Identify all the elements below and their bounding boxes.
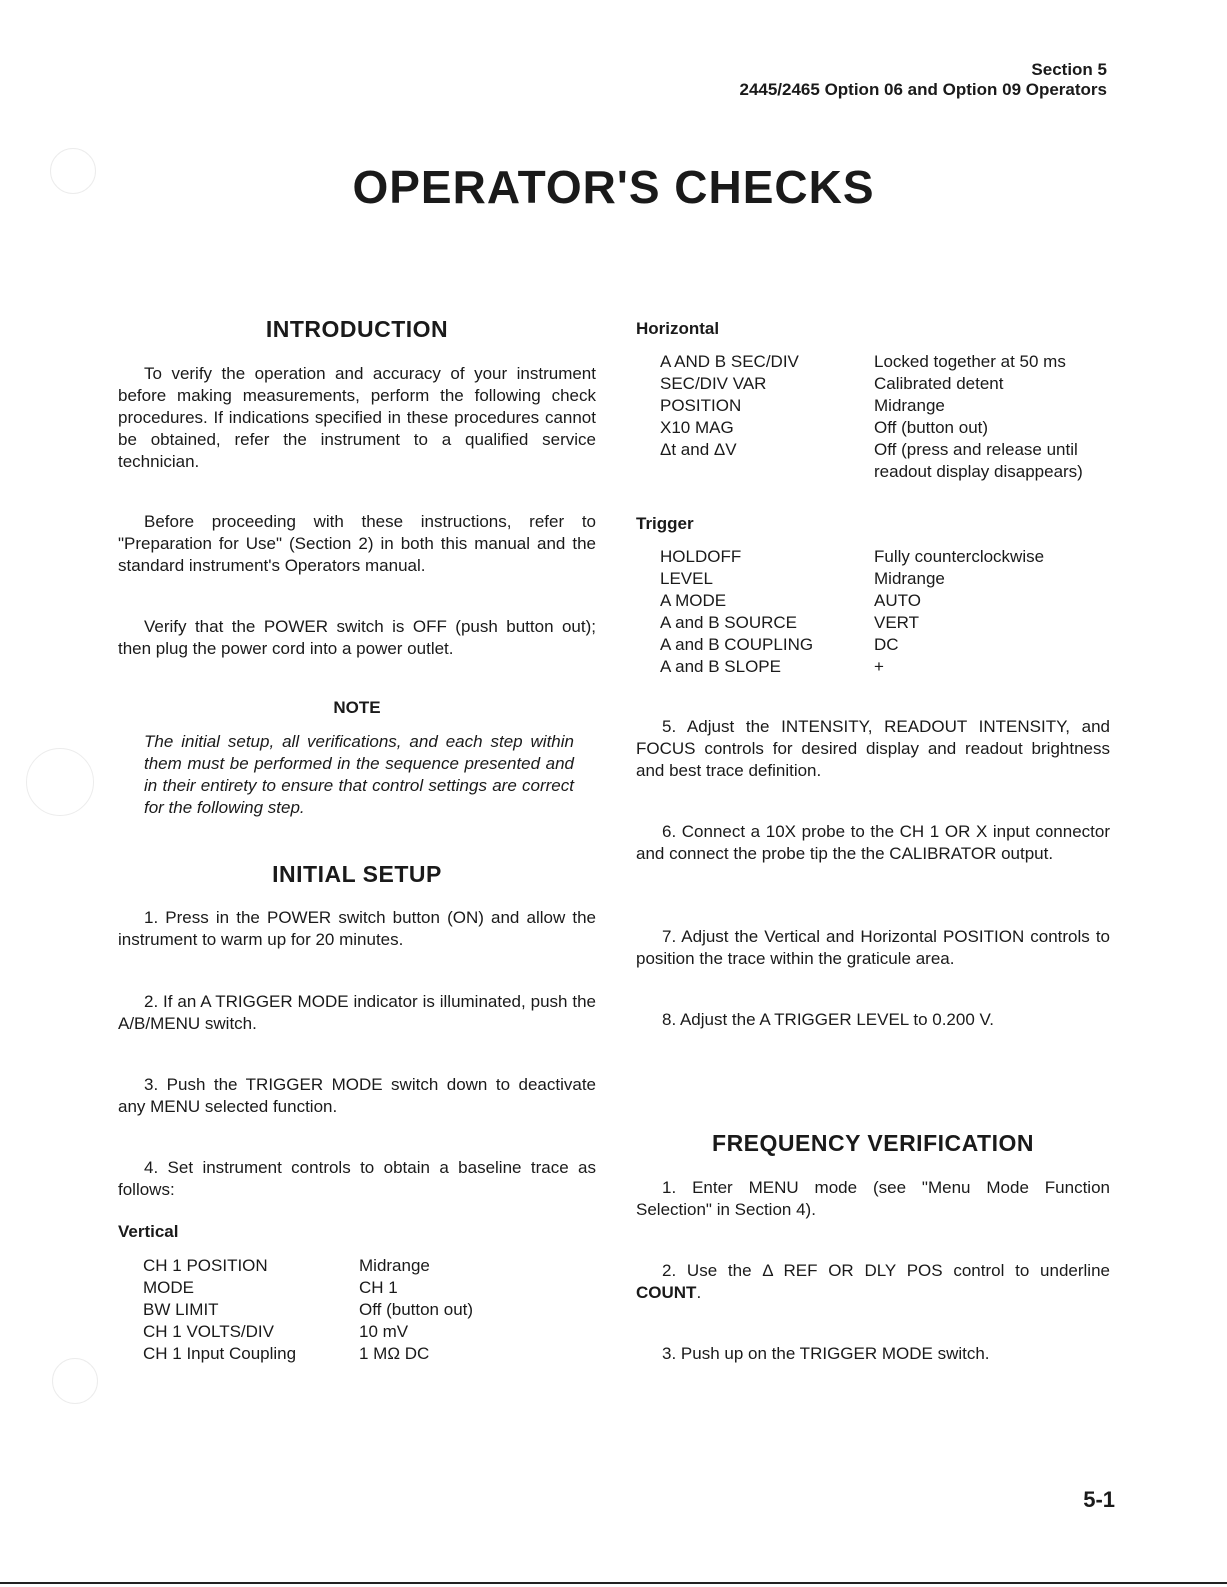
- control-setting: Midrange: [359, 1256, 430, 1275]
- setup-step-8: 8. Adjust the A TRIGGER LEVEL to 0.200 V.: [662, 1010, 995, 1029]
- page-number: 5-1: [1083, 1487, 1115, 1512]
- table-row: [660, 612, 1110, 634]
- freq-step-2: 2. Use the Δ REF OR DLY POS control to underline COUNT.: [636, 1261, 1110, 1302]
- punch-hole-bottom: [52, 1358, 98, 1404]
- intro-paragraph-3: Verify that the POWER switch is OFF (push button out); then plug the power cord into a power outlet.: [118, 617, 596, 658]
- note-heading: NOTE: [333, 698, 381, 717]
- trigger-settings-table: [660, 546, 1110, 678]
- control-name: MODE: [143, 1278, 194, 1297]
- freq-step-3: 3. Push up on the TRIGGER MODE switch.: [662, 1344, 990, 1363]
- control-setting: Midrange: [874, 569, 945, 588]
- vertical-heading: Vertical: [118, 1222, 179, 1241]
- table-row: [143, 1299, 583, 1321]
- control-setting: VERT: [874, 613, 920, 632]
- manual-subtitle: 2445/2465 Option 06 and Option 09 Operators: [739, 80, 1107, 99]
- control-setting: Off (press and release until readout display disappears): [874, 440, 1083, 481]
- intro-paragraph-1: To verify the operation and accuracy of your instrument before making measurements, perform the following check procedures. If indications specified in these procedures cannot be obtained, refer the instrument to a qualified service technician.: [118, 364, 596, 471]
- trigger-heading: Trigger: [636, 514, 694, 533]
- horizontal-heading: Horizontal: [636, 319, 720, 338]
- frequency-verification-heading: FREQUENCY VERIFICATION: [712, 1130, 1034, 1156]
- control-name: Δt and ΔV: [660, 440, 737, 459]
- control-name: X10 MAG: [660, 418, 734, 437]
- control-setting: 10 mV: [359, 1322, 409, 1341]
- section-label: Section 5: [1031, 60, 1107, 79]
- control-name: CH 1 POSITION: [143, 1256, 268, 1275]
- control-setting: Midrange: [874, 396, 945, 415]
- page-title: OPERATOR'S CHECKS: [352, 161, 875, 213]
- control-setting: +: [874, 657, 884, 676]
- control-name: BW LIMIT: [143, 1300, 219, 1319]
- control-setting: 1 MΩ DC: [359, 1344, 430, 1363]
- table-row: [660, 546, 1110, 568]
- control-name: POSITION: [660, 396, 742, 415]
- control-name: CH 1 Input Coupling: [143, 1344, 297, 1363]
- table-row: [660, 439, 1110, 483]
- setup-step-2: 2. If an A TRIGGER MODE indicator is illuminated, push the A/B/MENU switch.: [118, 992, 596, 1033]
- table-row: [143, 1255, 583, 1277]
- control-name: A and B SLOPE: [660, 657, 781, 676]
- setup-step-7: 7. Adjust the Vertical and Horizontal POSITION controls to position the trace within the graticule area.: [636, 927, 1110, 968]
- control-setting: AUTO: [874, 591, 921, 610]
- introduction-heading: INTRODUCTION: [265, 316, 449, 342]
- control-name: A AND B SEC/DIV: [660, 352, 799, 371]
- table-row: [660, 417, 1110, 439]
- table-row: [660, 568, 1110, 590]
- freq-step-1: 1. Enter MENU mode (see "Menu Mode Function Selection" in Section 4).: [636, 1178, 1110, 1219]
- table-row: [143, 1343, 583, 1365]
- punch-hole-middle: [26, 748, 94, 816]
- control-setting: Off (button out): [359, 1300, 474, 1319]
- bottom-edge-rule: [0, 1582, 1227, 1584]
- table-row: [660, 395, 1110, 417]
- control-setting: Fully counterclockwise: [874, 547, 1045, 566]
- control-name: HOLDOFF: [660, 547, 742, 566]
- vertical-settings-table: [143, 1255, 583, 1365]
- horizontal-settings-table: [660, 351, 1110, 483]
- table-row: [660, 590, 1110, 612]
- table-row: [143, 1321, 583, 1343]
- control-setting: Off (button out): [874, 418, 989, 437]
- table-row: [660, 351, 1110, 373]
- control-setting: DC: [874, 635, 899, 654]
- setup-step-6: 6. Connect a 10X probe to the CH 1 OR X input connector and connect the probe tip the the CALIBRATOR output.: [636, 822, 1110, 863]
- control-setting: Calibrated detent: [874, 374, 1004, 393]
- control-name: A and B COUPLING: [660, 635, 814, 654]
- control-setting: CH 1: [359, 1278, 398, 1297]
- table-row: [143, 1277, 583, 1299]
- initial-setup-heading: INITIAL SETUP: [272, 861, 442, 887]
- control-name: LEVEL: [660, 569, 713, 588]
- control-name: A and B SOURCE: [660, 613, 798, 632]
- table-row: [660, 373, 1110, 395]
- note-text: The initial setup, all verifications, and each step within them must be performed in the sequence presented and in their entirety to ensure that control settings are correct for the following step.: [144, 732, 574, 817]
- intro-paragraph-2: Before proceeding with these instructions, refer to "Preparation for Use" (Section 2) in both this manual and the standard instrument's Operators manual.: [118, 512, 596, 575]
- count-keyword: COUNT: [636, 1283, 697, 1302]
- setup-step-3: 3. Push the TRIGGER MODE switch down to deactivate any MENU selected function.: [118, 1075, 596, 1116]
- control-name: A MODE: [660, 591, 727, 610]
- control-name: CH 1 VOLTS/DIV: [143, 1322, 274, 1341]
- control-setting: Locked together at 50 ms: [874, 352, 1066, 371]
- table-row: [660, 656, 1110, 678]
- setup-step-5: 5. Adjust the INTENSITY, READOUT INTENSITY, and FOCUS controls for desired display and readout brightness and best trace definition.: [636, 717, 1110, 780]
- setup-step-4: 4. Set instrument controls to obtain a baseline trace as follows:: [118, 1158, 596, 1199]
- setup-step-1: 1. Press in the POWER switch button (ON) and allow the instrument to warm up for 20 minutes.: [118, 908, 596, 949]
- table-row: [660, 634, 1110, 656]
- control-name: SEC/DIV VAR: [660, 374, 767, 393]
